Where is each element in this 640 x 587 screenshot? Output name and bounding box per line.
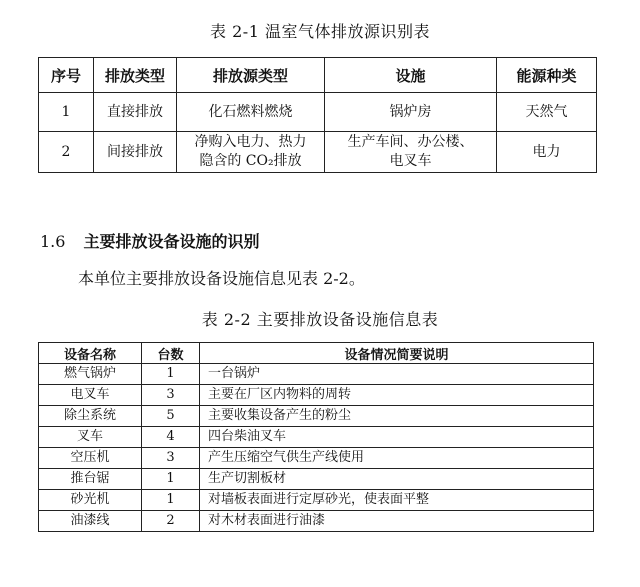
cell-desc: 四台柴油叉车 <box>200 427 594 448</box>
table-row <box>39 427 594 448</box>
table-row <box>39 511 594 532</box>
cell-line: 隐含的 CO₂排放 <box>199 153 302 169</box>
cell-line: 电叉车 <box>389 153 432 169</box>
header-cell: 序号 <box>39 58 94 93</box>
cell-name: 燃气锅炉 <box>39 364 142 385</box>
equipment-info-table <box>38 342 594 532</box>
cell-desc: 产生压缩空气供生产线使用 <box>200 448 594 469</box>
cell-source <box>177 93 325 132</box>
header-cell: 排放类型 <box>94 58 177 93</box>
cell-count: 5 <box>142 406 200 427</box>
cell-count: 3 <box>142 385 200 406</box>
table-row <box>39 406 594 427</box>
cell-line: 生产车间、办公楼、 <box>347 134 474 150</box>
table-row <box>39 93 597 132</box>
section-title: 主要排放设备设施的识别 <box>83 232 260 251</box>
cell-facility <box>325 132 497 173</box>
cell-desc: 主要在厂区内物料的周转 <box>200 385 594 406</box>
table-row <box>39 469 594 490</box>
header-cell: 排放源类型 <box>177 58 325 93</box>
cell-energy: 天然气 <box>497 93 597 132</box>
cell-name: 电叉车 <box>39 385 142 406</box>
cell-line: 锅炉房 <box>389 103 432 120</box>
cell-count: 1 <box>142 364 200 385</box>
cell-desc: 对墙板表面进行定厚砂光，使表面平整 <box>200 490 594 511</box>
table-2-2-caption: 表 2-2 主要排放设备设施信息表 <box>201 310 439 329</box>
cell-emission-type: 直接排放 <box>94 93 177 132</box>
table-row <box>39 385 594 406</box>
header-cell: 能源种类 <box>497 58 597 93</box>
cell-name: 叉车 <box>39 427 142 448</box>
cell-name: 推台锯 <box>39 469 142 490</box>
cell-desc: 对木材表面进行油漆 <box>200 511 594 532</box>
cell-desc: 生产切割板材 <box>200 469 594 490</box>
section-heading <box>40 231 259 253</box>
table-2-1-caption: 表 2-1 温室气体排放源识别表 <box>210 22 430 41</box>
header-cell: 设施 <box>325 58 497 93</box>
cell-no: 2 <box>39 132 94 173</box>
body-paragraph: 本单位主要排放设备设施信息见表 2-2。 <box>78 269 365 288</box>
cell-desc: 一台锅炉 <box>200 364 594 385</box>
table-row <box>39 490 594 511</box>
cell-name: 空压机 <box>39 448 142 469</box>
cell-count: 2 <box>142 511 200 532</box>
header-cell: 设备名称 <box>39 343 142 364</box>
cell-count: 1 <box>142 469 200 490</box>
cell-name: 除尘系统 <box>39 406 142 427</box>
table-header-row <box>39 343 594 364</box>
table-row <box>39 448 594 469</box>
table-row <box>39 364 594 385</box>
table-row <box>39 132 597 173</box>
cell-name: 砂光机 <box>39 490 142 511</box>
table-header-row <box>39 58 597 93</box>
cell-line: 化石燃料燃烧 <box>208 103 293 120</box>
cell-line: 净购入电力、热力 <box>194 134 307 150</box>
emission-source-table <box>38 57 597 173</box>
cell-emission-type: 间接排放 <box>94 132 177 173</box>
cell-count: 1 <box>142 490 200 511</box>
cell-count: 4 <box>142 427 200 448</box>
header-cell: 设备情况简要说明 <box>200 343 594 364</box>
cell-desc: 主要收集设备产生的粉尘 <box>200 406 594 427</box>
cell-energy: 电力 <box>497 132 597 173</box>
cell-count: 3 <box>142 448 200 469</box>
header-cell: 台数 <box>142 343 200 364</box>
cell-facility <box>325 93 497 132</box>
cell-name: 油漆线 <box>39 511 142 532</box>
cell-source <box>177 132 325 173</box>
section-number: 1.6 <box>40 232 66 251</box>
cell-no: 1 <box>39 93 94 132</box>
